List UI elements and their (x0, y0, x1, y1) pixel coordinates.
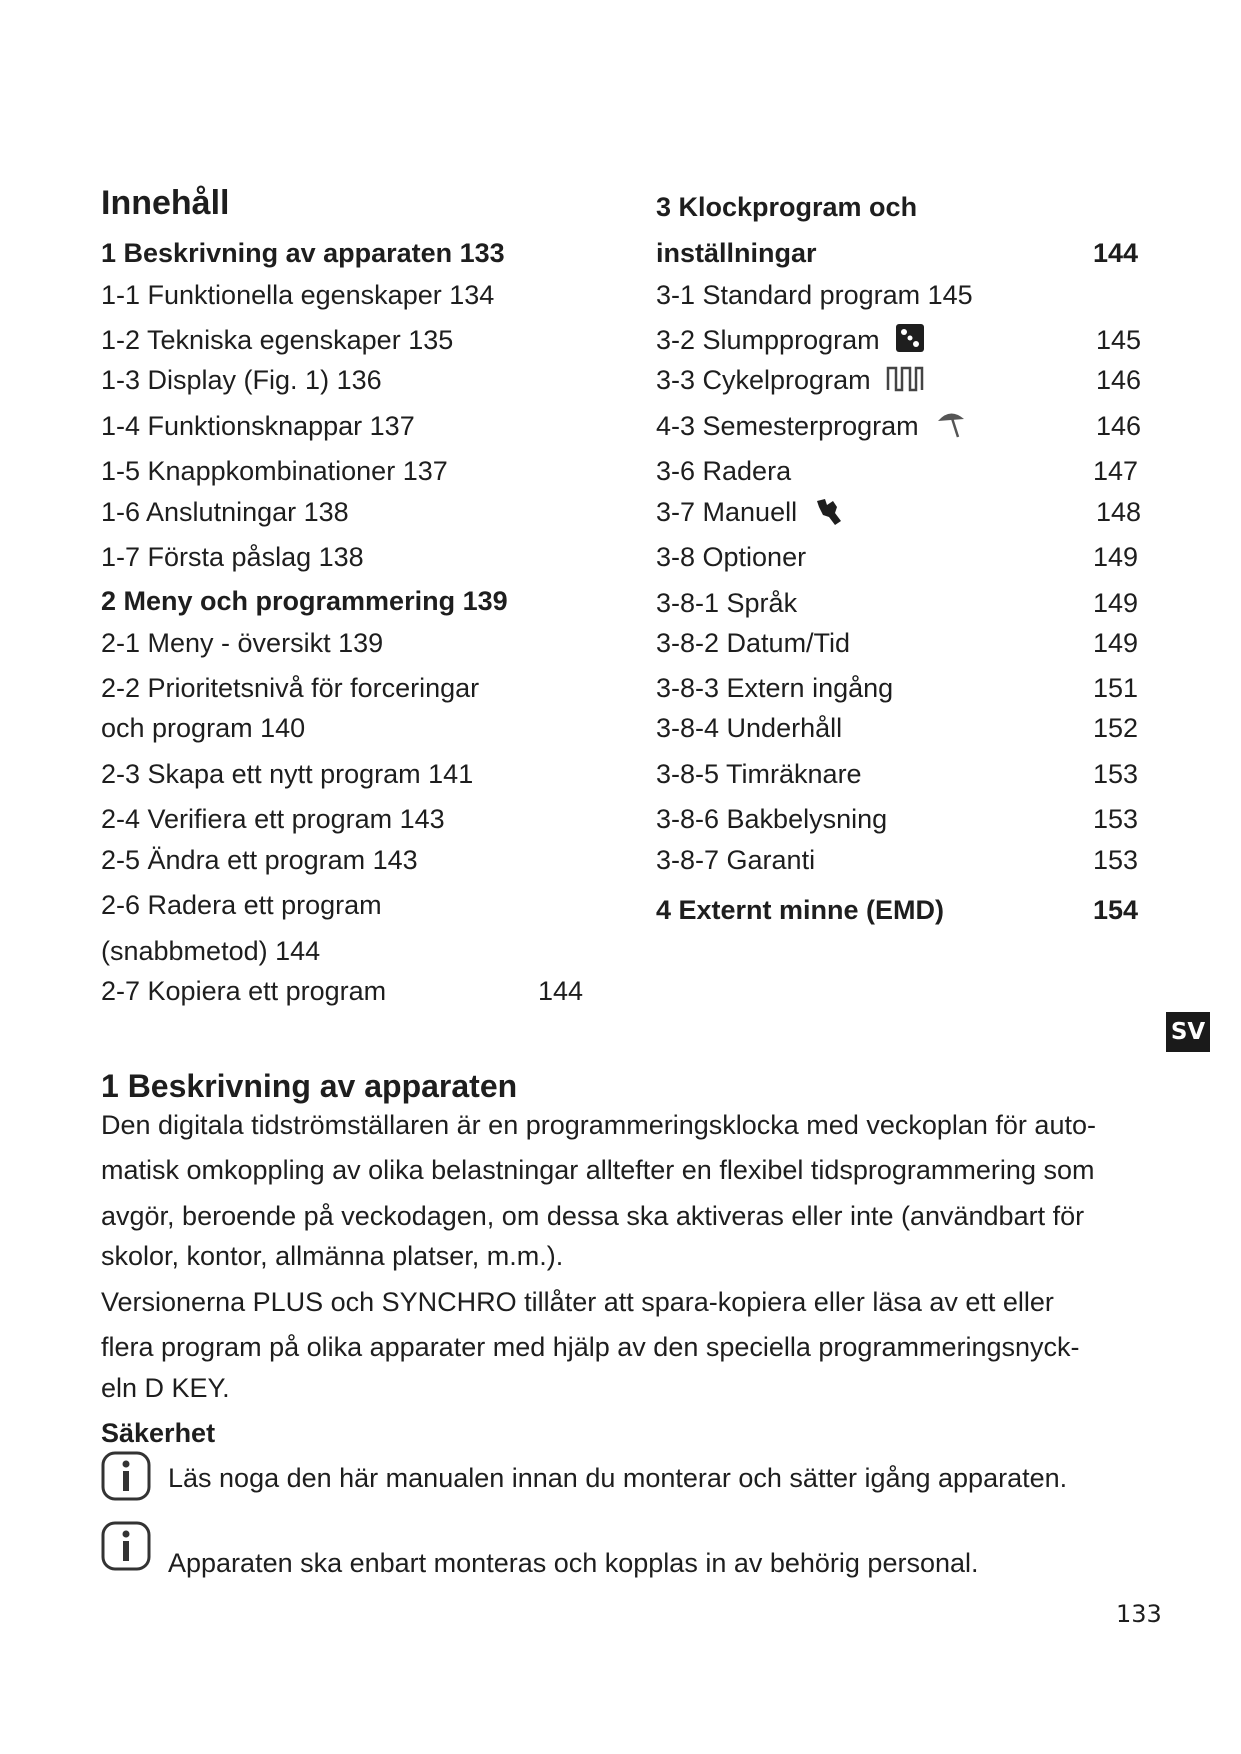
toc-page-number: 152 (1093, 713, 1139, 743)
info-icon (100, 1450, 152, 1507)
toc-page-number: 146 (1096, 411, 1142, 441)
toc-entry: 1-2 Tekniska egenskaper 135 (101, 325, 454, 355)
toc-title: Innehåll (101, 184, 230, 222)
toc-entry: 2-3 Skapa ett nytt program 141 (101, 759, 474, 789)
toc-entry: 1-5 Knappkombinationer 137 (101, 456, 448, 486)
toc-entry: 3-8-5 Timräknare (656, 759, 862, 789)
toc-entry: 3-8-1 Språk (656, 588, 798, 618)
toc-entry (656, 323, 925, 361)
toc-entry: 3-6 Radera (656, 456, 792, 486)
toc-page-number: 147 (1093, 456, 1139, 486)
toc-entry-label: 3-3 Cykelprogram (656, 365, 871, 395)
section-heading: 1 Beskrivning av apparaten (101, 1068, 518, 1104)
pulse-wave-icon (886, 364, 924, 400)
toc-page-number: 144 (538, 976, 584, 1006)
toc-page-number: 149 (1093, 542, 1139, 572)
toc-page-number: 148 (1096, 497, 1142, 527)
body-text-line: avgör, beroende på veckodagen, om dessa ska aktiveras eller inte (användbart för (101, 1201, 1085, 1231)
toc-entry: 2-2 Prioritetsnivå för forceringar (101, 673, 480, 703)
toc-page-number: 149 (1093, 588, 1139, 618)
toc-page-number: 153 (1093, 804, 1139, 834)
body-text-line: flera program på olika apparater med hjälp av den speciella programmeringsnyck- (101, 1332, 1080, 1362)
toc-entry: 3-1 Standard program 145 (656, 280, 973, 310)
toc-entry: och program 140 (101, 713, 306, 743)
toc-entry (656, 363, 924, 400)
toc-entry: 3-8-7 Garanti (656, 845, 816, 875)
toc-entry: inställningar (656, 238, 817, 268)
body-text-line: skolor, kontor, allmänna platser, m.m.). (101, 1241, 564, 1271)
toc-entry: 1-3 Display (Fig. 1) 136 (101, 365, 382, 395)
toc-entry: 3-8 Optioner (656, 542, 807, 572)
toc-entry: 4 Externt minne (EMD) (656, 895, 945, 925)
toc-page-number: 154 (1093, 895, 1139, 925)
safety-heading: Säkerhet (101, 1418, 216, 1448)
beach-umbrella-icon (934, 409, 970, 447)
body-text-line: Versionerna PLUS och SYNCHRO tillåter att spara-kopiera eller läsa av ett eller (101, 1287, 1054, 1317)
toc-entry: 1-4 Funktionsknappar 137 (101, 411, 415, 441)
body-text-line: eln D KEY. (101, 1373, 230, 1403)
toc-entry-label: 3-7 Manuell (656, 497, 798, 527)
toc-entry: 2-1 Meny - översikt 139 (101, 628, 384, 658)
safety-note: Apparaten ska enbart monteras och kopplas in av behörig personal. (168, 1548, 979, 1578)
toc-entry-label: 4-3 Semesterprogram (656, 411, 919, 441)
toc-entry: 3 Klockprogram och (656, 192, 918, 222)
toc-entry: 2-7 Kopiera ett program (101, 976, 387, 1006)
dice-icon (895, 323, 925, 361)
toc-entry: 3-8-3 Extern ingång (656, 673, 894, 703)
toc-entry: 1-7 Första påslag 138 (101, 542, 364, 572)
info-icon (100, 1520, 152, 1577)
language-badge: SV (1166, 1012, 1210, 1052)
safety-note: Läs noga den här manualen innan du monterar och sätter igång apparaten. (168, 1463, 1068, 1493)
toc-entry (656, 495, 845, 535)
toc-entry: 1-1 Funktionella egenskaper 134 (101, 280, 495, 310)
toc-entry (656, 409, 970, 447)
toc-entry: (snabbmetod) 144 (101, 936, 321, 966)
hand-icon (813, 495, 845, 535)
toc-page-number: 144 (1093, 238, 1139, 268)
toc-page-number: 149 (1093, 628, 1139, 658)
body-text-line: Den digitala tidströmställaren är en programmeringsklocka med veckoplan för auto- (101, 1110, 1096, 1140)
page-number: 133 (1116, 1600, 1162, 1628)
toc-page-number: 145 (1096, 325, 1142, 355)
toc-entry: 3-8-6 Bakbelysning (656, 804, 888, 834)
toc-page-number: 153 (1093, 759, 1139, 789)
toc-page-number: 151 (1093, 673, 1139, 703)
toc-entry: 3-8-4 Underhåll (656, 713, 843, 743)
toc-page-number: 153 (1093, 845, 1139, 875)
toc-entry: 1 Beskrivning av apparaten 133 (101, 238, 505, 268)
toc-entry-label: 3-2 Slumpprogram (656, 325, 880, 356)
body-text-line: matisk omkoppling av olika belastningar alltefter en flexibel tidsprogrammering som (101, 1155, 1095, 1185)
toc-entry: 2-6 Radera ett program (101, 890, 382, 920)
toc-entry: 2 Meny och programmering 139 (101, 586, 508, 616)
toc-entry: 3-8-2 Datum/Tid (656, 628, 851, 658)
toc-entry: 1-6 Anslutningar 138 (101, 497, 349, 527)
toc-entry: 2-4 Verifiera ett program 143 (101, 804, 445, 834)
toc-entry: 2-5 Ändra ett program 143 (101, 845, 418, 875)
toc-page-number: 146 (1096, 365, 1142, 395)
